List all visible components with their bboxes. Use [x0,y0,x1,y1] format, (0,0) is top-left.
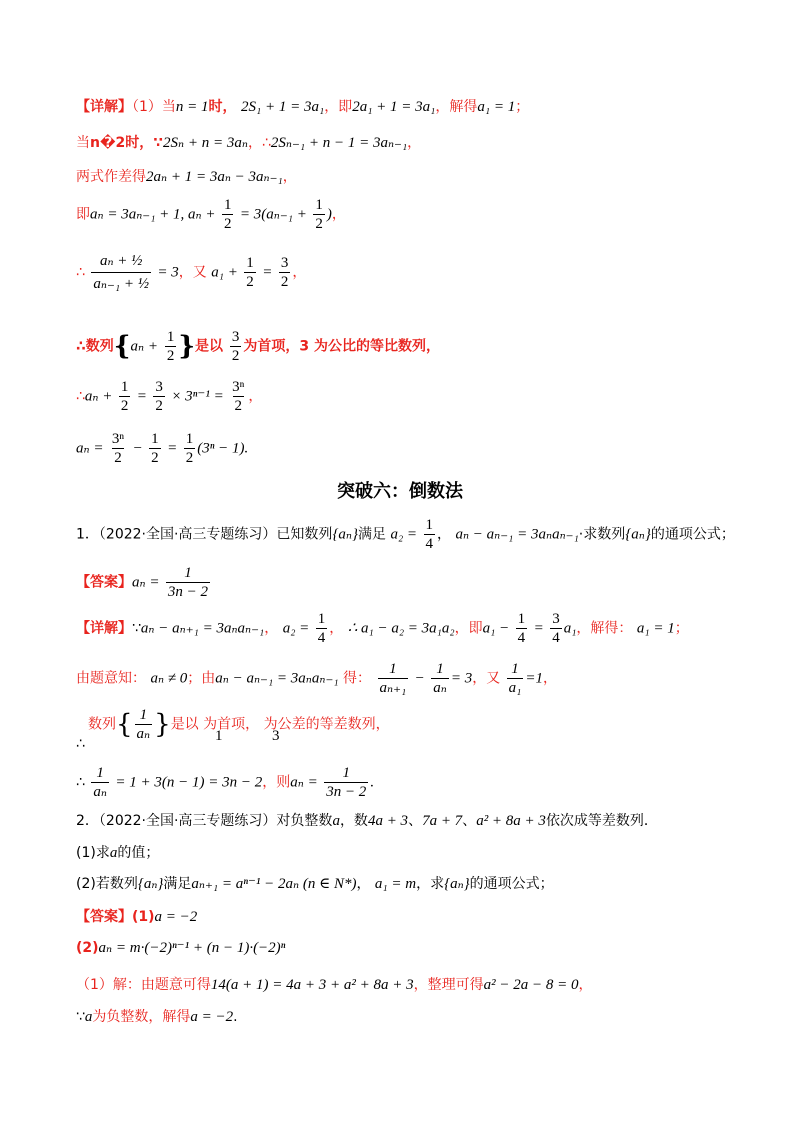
detail-line-1: 【详解】（1）当n = 1时， 2S₁ + 1 = 3a₁，即2a₁ + 1 = 3a₁，解得a₁ = 1； [76,99,530,115]
detail-label: 【详解】 [76,99,132,115]
fraction-half: $\frac{1}{2}$ [151,431,159,466]
fraction-half: $\frac{1}{2}$ [185,431,194,466]
fraction-quarter: $\frac{1}{4}$ [517,611,526,646]
section-heading: 突破六：倒数法 [337,481,463,502]
q1-known: 由题意知： aₙ ≠ 0；由aₙ − aₙ₋₁ = 3aₙaₙ₋₁ 得： $\frac{1}{\text{aₙ₊₁}}$ − $\frac{1}{\text{aₙ}}$ = 3，又 $\frac{1}{\text{a₁}}$ =1， [76,661,558,696]
q2-part-2: (2)若数列{aₙ}满足aₙ₊₁ = aⁿ⁻¹ − 2aₙ (n ∈ N*)， a₁ = m，求{aₙ}的通项公式； [76,876,554,892]
detail-line-4: 即aₙ = 3aₙ₋₁ + 1, aₙ + $\frac{1}{2}$ = 3(aₙ₋₁ + $\frac{1}{2}$ )， [76,197,346,232]
fraction-half: $\frac{1}{2}$ [166,329,175,364]
fraction-three-halves: $\frac{3}{2}$ [231,329,240,364]
detail-line-5: ∴ $\frac{\text{aₙ + ½}}{\text{aₙ₋₁ + ½}}$ = 3，又 a₁ + $\frac{1}{2}$ = $\frac{3}{2}$ ， [76,250,306,295]
fraction-1-over-an: $\frac{1}{\text{aₙ}}$ [93,765,107,800]
ratio-fraction: $\frac{\text{aₙ + ½}}{\text{aₙ₋₁ + ½}}$ [91,250,151,295]
answer-label: 【答案】 [76,574,132,591]
fraction-1-over-a1: $\frac{1}{\text{a₁}}$ [508,661,522,696]
fraction-half: $\frac{1}{2}$ [315,197,323,232]
q2-part-1: (1)求a的值； [76,845,160,861]
fraction-half: $\frac{1}{2}$ [223,197,232,232]
fraction-half: $\frac{1}{2}$ [120,379,129,414]
answer-fraction: $\frac{1}{3n - 2}$ [167,565,209,600]
detail-line-7: ∴aₙ + $\frac{1}{2}$ = $\frac{3}{2}$ × 3ⁿ⁻¹ = $\frac{\text{3ⁿ}}{2}$ ， [76,379,263,414]
answer-fraction: $\frac{1}{3n - 2}$ [326,765,367,800]
q1-result: ∴ $\frac{1}{\text{aₙ}}$ = 1 + 3(n − 1) = 3n − 2，则aₙ = $\frac{1}{3n - 2}$ . [76,765,375,800]
fraction-half: $\frac{1}{2}$ [246,255,254,290]
fraction-quarter: $\frac{1}{4}$ [317,611,326,646]
q1-seq-statement: 数列{ $\frac{1}{\text{aₙ}}$ }是以 为首项， 为公差的等差数列， [88,707,390,742]
question-1: 1．（2022·全国·高三专题练习）已知数列{aₙ}满足 a₂ = $\frac{1}{4}$ ， aₙ − aₙ₋₁ = 3aₙaₙ₋₁·求数列{aₙ}的通项公式； [76,517,735,552]
fraction-quarter: $\frac{1}{4}$ [425,517,434,552]
fraction-3n-over-2: $\frac{\text{3ⁿ}}{2}$ [111,431,125,466]
q2-answer-2: (2)aₙ = m·(−2)ⁿ⁻¹ + (n − 1)·(−2)ⁿ [76,940,286,956]
fraction-3n-over-2: $\frac{\text{3ⁿ}}{2}$ [232,379,245,414]
q2-answer-1: 【答案】(1)a = −2 [76,909,198,925]
question-2: 2．（2022·全国·高三专题练习）对负整数a，数4a + 3、7a + 7、a² + 8a + 3依次成等差数列． [76,813,658,829]
detail-label: 【详解】 [76,620,132,637]
q1-answer: 【答案】aₙ = $\frac{1}{3n - 2}$ [76,565,209,600]
fraction-three-quarters: $\frac{3}{4}$ [552,611,560,646]
q2-solution-1: （1）解：由题意可得14(a + 1) = 4a + 3 + a² + 8a + 3，整理可得a² − 2a − 8 = 0， [76,977,593,993]
fraction-three-halves: $\frac{3}{2}$ [280,255,289,290]
answer-label: 【答案】 [76,909,132,925]
detail-line-2: 当n�2时，∵2Sₙ + n = 3aₙ，∴2Sₙ₋₁ + n − 1 = 3aₙ₋₁， [76,135,422,151]
q1-detail: 【详解】∵aₙ − aₙ₊₁ = 3aₙaₙ₋₁， a₂ = $\frac{1}{4}$ ， ∴ a₁ − a₂ = 3a₁a₂，即a₁ − $\frac{1}{4}$ = $\frac{3}{4}$ a₁，解得： a₁ = 1； [76,611,689,646]
fraction-1-over-an: $\frac{1}{\text{aₙ}}$ [136,707,151,742]
detail-line-6: ∴数列{aₙ + $\frac{1}{2}$ }是以 $\frac{3}{2}$ 为首项，3 为公比的等比数列， [76,329,441,364]
fraction-1-over-an: $\frac{1}{\text{aₙ}}$ [433,661,447,696]
fraction-1-over-an1: $\frac{1}{\text{aₙ₊₁}}$ [379,661,407,696]
fraction-three-halves: $\frac{3}{2}$ [155,379,163,414]
q2-solution-2: ∵a为负整数，解得a = −2. [76,1009,238,1025]
detail-line-8: aₙ = $\frac{\text{3ⁿ}}{2}$ − $\frac{1}{2}$ = $\frac{1}{2}$ (3ⁿ − 1). [76,431,249,466]
detail-line-3: 两式作差得2aₙ + 1 = 3aₙ − 3aₙ₋₁， [76,169,297,185]
